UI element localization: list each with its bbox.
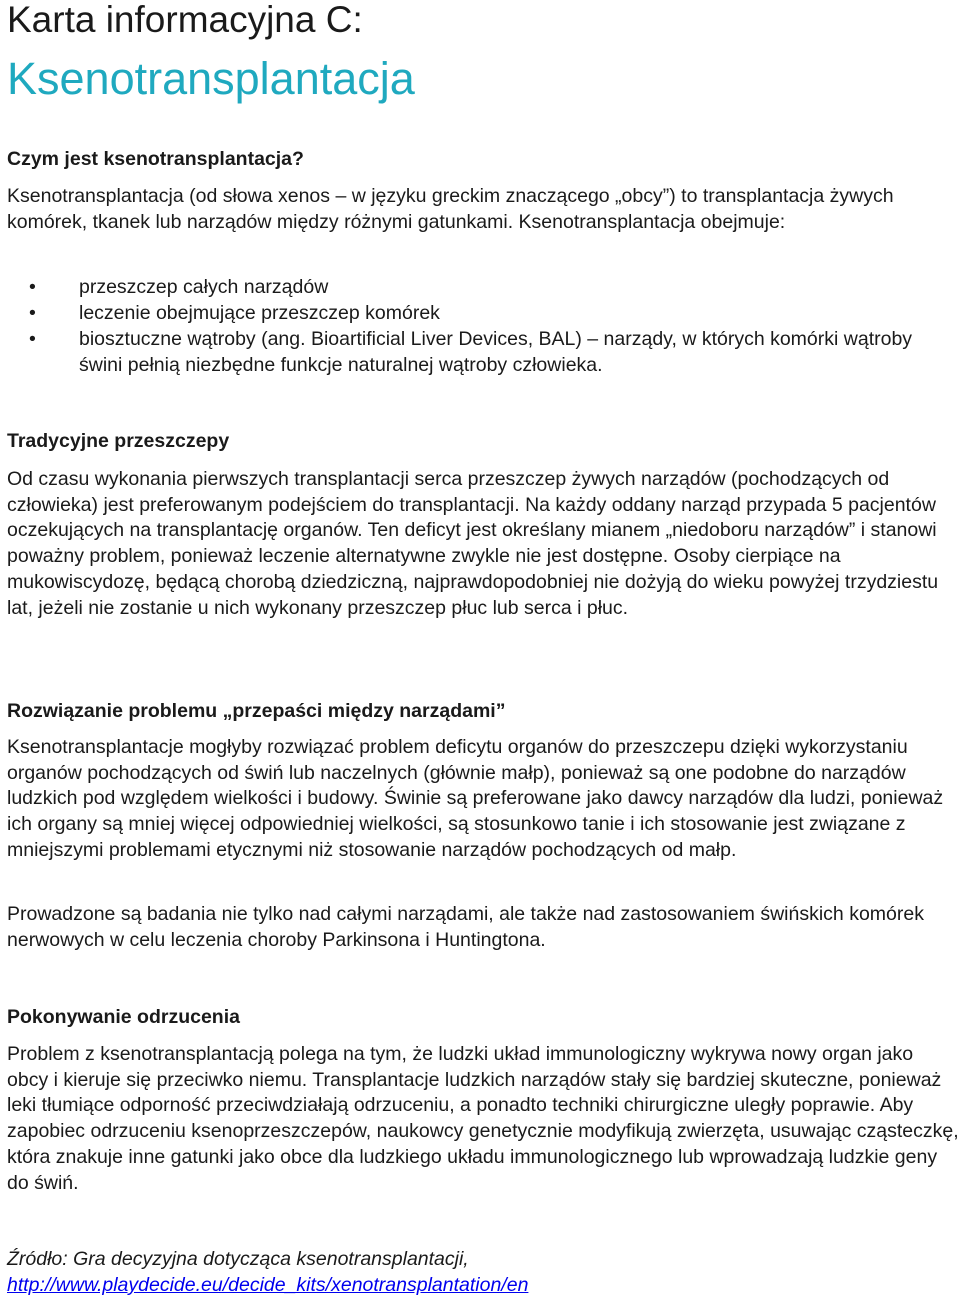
source-citation: [7, 1246, 528, 1298]
solution-paragraph-2: Prowadzone są badania nie tylko nad całymi narządami, ale także nad zastosowaniem świńskich komórek nerwowych w celu leczenia choroby Parkinsona i Huntingtona.: [7, 903, 924, 951]
bullet-icon: •: [29, 328, 36, 350]
source-link[interactable]: http://www.playdecide.eu/decide_kits/xenotransplantation/en: [7, 1274, 529, 1296]
list-item-text: biosztuczne wątroby (ang. Bioartificial Liver Devices, BAL) – narządy, w których komórki wątroby świni pełnią niezbędne funkcje naturalnej wątroby człowieka.: [79, 328, 913, 376]
heading-what-is: Czym jest ksenotransplantacja?: [7, 148, 304, 170]
intro-paragraph: Ksenotransplantacja (od słowa xenos – w języku greckim znaczącego „obcy”) to transplantacja żywych komórek, tkanek lub narządów między różnymi gatunkami. Ksenotransplantacja obejmuje:: [7, 185, 894, 233]
heading-solution: Rozwiązanie problemu „przepaści między narządami”: [7, 700, 506, 722]
page-title: Ksenotransplantacja: [7, 53, 415, 104]
bullet-icon: •: [29, 276, 36, 298]
list-item: [7, 274, 959, 300]
title-prefix: Karta informacyjna C:: [7, 0, 363, 40]
rejection-paragraph: Problem z ksenotransplantacją polega na tym, że ludzki układ immunologiczny wykrywa nowy organ jako obcy i kieruje się przeciwko niemu. Transplantacje ludzkich narządów stały się bardziej skuteczne, ponieważ leki tłumiące odporność przeciwdziałają odrzuceniu, a ponadto techniki chirurgiczne uległy poprawie. Aby zapobiec odrzuceniu ksenoprzeszczepów, naukowcy genetycznie modyfikują zwierzęta, usuwając cząsteczkę, która znakuje inne gatunki jako obce dla ludzkiego układu immunologicznego lub wprowadzają ludzkie geny do świń.: [7, 1043, 959, 1194]
intro-bullet-list: [7, 274, 959, 378]
solution-paragraph-1: Ksenotransplantacje mogłyby rozwiązać problem deficytu organów do przeszczepu dzięki wykorzystaniu organów pochodzących od świń lub naczelnych (głównie małp), ponieważ są one podobne do narządów ludzkich pod względem wielkości i budowy. Świnie są preferowane jako dawcy narządów dla ludzi, ponieważ ich organy są mniej więcej odpowiedniej wielkości, są stosunkowo tanie i ich stosowanie jest związane z mniejszymi problemami etycznymi niż stosowanie narządów pochodzących od małp.: [7, 736, 944, 861]
list-item: [7, 326, 959, 378]
source-label: Źródło: Gra decyzyjna dotycząca ksenotransplantacji,: [7, 1248, 469, 1270]
bullet-icon: •: [29, 302, 36, 324]
list-item: [7, 300, 959, 326]
list-item-text: leczenie obejmujące przeszczep komórek: [79, 302, 440, 324]
heading-rejection: Pokonywanie odrzucenia: [7, 1006, 240, 1028]
traditional-paragraph: Od czasu wykonania pierwszych transplantacji serca przeszczep żywych narządów (pochodzących od człowieka) jest preferowanym podejściem do transplantacji. Na każdy oddany narząd przypada 5 pacjentów oczekujących na transplantację organów. Ten deficyt jest określany mianem „niedoboru narządów” i stanowi poważny problem, ponieważ leczenie alternatywne zwykle nie jest dostępne. Osoby cierpiące na mukowiscydozę, będącą chorobą dziedziczną, najprawdopodobniej nie dożyją do wieku powyżej trzydziestu lat, jeżeli nie zostanie u nich wykonany przeszczep płuc lub serca i płuc.: [7, 468, 939, 619]
heading-traditional: Tradycyjne przeszczepy: [7, 430, 230, 452]
list-item-text: przeszczep całych narządów: [79, 276, 329, 298]
